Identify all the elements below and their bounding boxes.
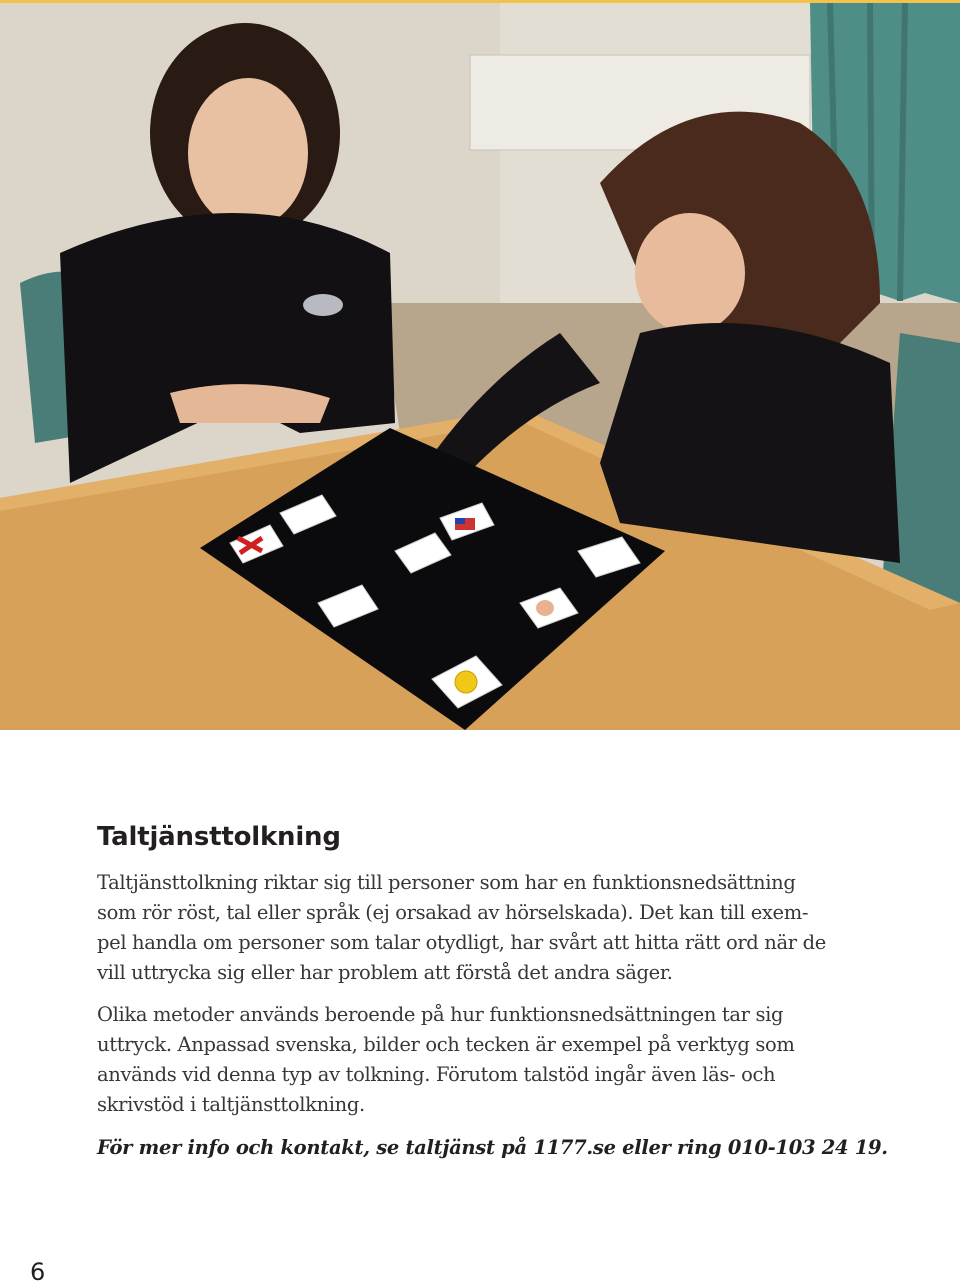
paragraph-line: som rör röst, tal eller språk (ej orsakad av hörselskada). Det kan till exem- bbox=[97, 901, 809, 924]
contact-info: För mer info och kontakt, se taltjänst på 1177.se eller ring 010-103 24 19. bbox=[97, 1136, 888, 1159]
page-number: 6 bbox=[30, 1258, 46, 1286]
paragraph-line: Olika metoder används beroende på hur funktionsnedsättningen tar sig bbox=[97, 1003, 784, 1026]
photo-two-women-picture-cards bbox=[0, 3, 960, 730]
paragraph-intro bbox=[97, 868, 877, 988]
paragraph-line: Taltjänsttolkning riktar sig till personer som har en funktionsnedsättning bbox=[97, 871, 796, 894]
section-heading: Taltjänsttolkning bbox=[97, 822, 341, 852]
paragraph-methods bbox=[97, 1000, 877, 1120]
paragraph-line: pel handla om personer som talar otydligt, har svårt att hitta rätt ord när de bbox=[97, 931, 826, 954]
paragraph-line: skrivstöd i taltjänsttolkning. bbox=[97, 1093, 365, 1116]
photo-illustration bbox=[0, 3, 960, 730]
paragraph-line: används vid denna typ av tolkning. Förutom talstöd ingår även läs- och bbox=[97, 1063, 776, 1086]
paragraph-line: vill uttrycka sig eller har problem att förstå det andra säger. bbox=[97, 961, 673, 984]
paragraph-line: uttryck. Anpassad svenska, bilder och tecken är exempel på verktyg som bbox=[97, 1033, 795, 1056]
